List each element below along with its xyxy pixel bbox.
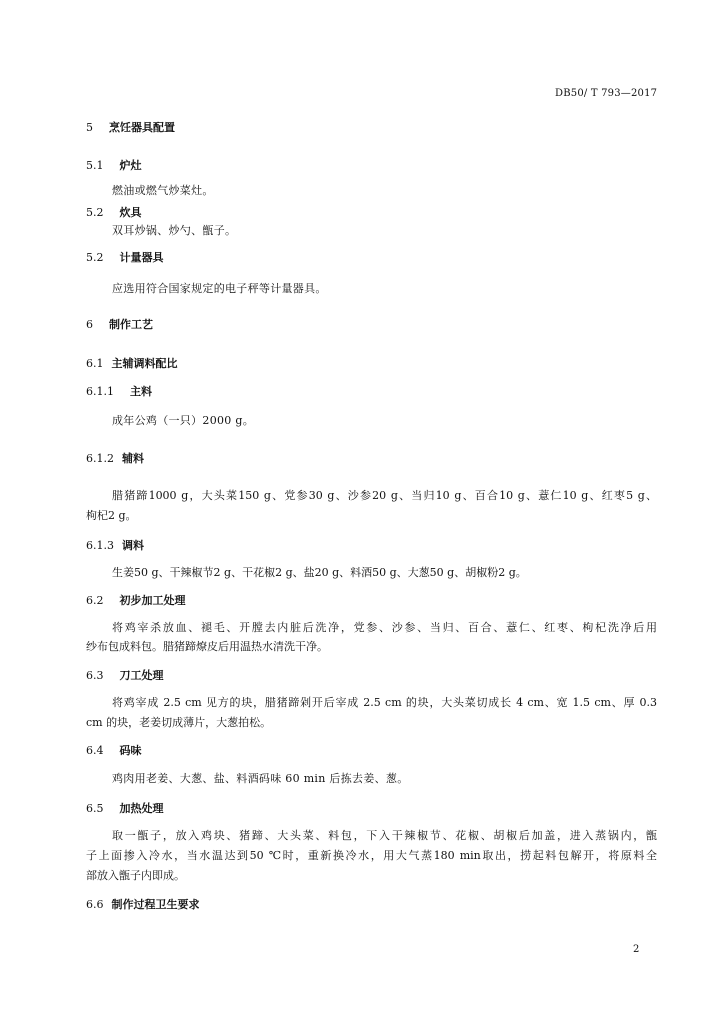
section-number: 6.3 xyxy=(86,669,104,682)
section-title: 码味 xyxy=(119,744,142,757)
section-title: 刀工处理 xyxy=(119,669,164,682)
section-title: 炊具 xyxy=(119,206,142,219)
section-5-1-text: 燃油或燃气炒菜灶。 xyxy=(112,184,214,197)
section-6-3-heading xyxy=(86,668,164,684)
section-6-5-text-line-2: 子上面掺入冷水，当水温达到50 ℃时，重新换冷水，用大气蒸180 min取出，捞起料包解开，将原料全 xyxy=(86,849,657,862)
section-number: 5 xyxy=(86,121,93,134)
section-title: 加热处理 xyxy=(119,802,164,815)
section-number: 6.2 xyxy=(86,594,104,607)
section-number: 5.2 xyxy=(86,206,104,219)
section-5-2-heading xyxy=(86,205,142,221)
section-5-2-text: 双耳炒锅、炒勺、甑子。 xyxy=(112,224,237,237)
section-5-1-heading xyxy=(86,158,142,174)
section-6-4-text: 鸡肉用老姜、大葱、盐、料酒码味 60 min 后拣去姜、葱。 xyxy=(112,772,409,785)
section-title: 制作工艺 xyxy=(109,318,153,331)
section-title: 烹饪器具配置 xyxy=(109,121,175,134)
section-6-1-3-heading xyxy=(86,538,144,554)
section-number: 6.1.2 xyxy=(86,452,114,465)
section-title: 主辅调料配比 xyxy=(111,357,178,370)
section-6-6-heading xyxy=(86,897,200,913)
section-6-3-text-line-2: cm 的块，老姜切成薄片，大葱拍松。 xyxy=(86,716,272,729)
section-5-2b-text: 应选用符合国家规定的电子秤等计量器具。 xyxy=(112,282,327,295)
section-6-1-2-heading xyxy=(86,451,144,467)
section-6-1-2-text-line-2: 枸杞2 g。 xyxy=(86,509,137,522)
section-6-1-1-heading xyxy=(86,384,152,400)
section-number: 6.6 xyxy=(86,898,104,911)
section-number: 6.5 xyxy=(86,802,104,815)
section-6-2-text-line-2: 纱布包成料包。腊猪蹄燎皮后用温热水清洗干净。 xyxy=(86,640,328,653)
section-6-heading xyxy=(86,317,153,333)
section-number: 5.2 xyxy=(86,251,104,264)
section-6-1-1-text: 成年公鸡（一只）2000 g。 xyxy=(112,414,255,427)
section-number: 6.1.1 xyxy=(86,385,114,398)
section-6-5-heading xyxy=(86,801,164,817)
section-title: 炉灶 xyxy=(119,159,142,172)
section-title: 计量器具 xyxy=(119,251,164,264)
section-6-1-heading xyxy=(86,356,178,372)
section-number: 6.1 xyxy=(86,357,104,370)
section-title: 初步加工处理 xyxy=(119,594,186,607)
section-6-2-text-line-1: 将鸡宰杀放血、褪毛、开膛去内脏后洗净，党参、沙参、当归、百合、薏仁、红枣、枸杞洗净后用 xyxy=(112,621,657,634)
section-title: 主料 xyxy=(130,385,152,398)
section-number: 5.1 xyxy=(86,159,104,172)
section-6-2-heading xyxy=(86,593,186,609)
section-title: 调料 xyxy=(122,539,144,552)
section-6-3-text-line-1: 将鸡宰成 2.5 cm 见方的块，腊猪蹄剁开后宰成 2.5 cm 的块，大头菜切成长 4 cm、宽 1.5 cm、厚 0.3 xyxy=(112,696,657,709)
section-number: 6 xyxy=(86,318,93,331)
page-number: 2 xyxy=(633,944,640,955)
section-6-5-text-line-3: 部放入甑子内即成。 xyxy=(86,869,185,882)
section-number: 6.4 xyxy=(86,744,104,757)
section-title: 辅料 xyxy=(122,452,144,465)
document-id-header: DB50/ T 793—2017 xyxy=(555,88,658,99)
section-6-5-text-line-1: 取一甑子，放入鸡块、猪蹄、大头菜、料包，下入干辣椒节、花椒、胡椒后加盖，进入蒸锅内，甑 xyxy=(112,829,657,842)
section-5-heading xyxy=(86,120,175,136)
section-title: 制作过程卫生要求 xyxy=(111,898,200,911)
section-6-4-heading xyxy=(86,743,142,759)
section-5-2b-heading xyxy=(86,250,164,266)
section-6-1-3-text: 生姜50 g、干辣椒节2 g、干花椒2 g、盐20 g、料酒50 g、大葱50 g、胡椒粉2 g。 xyxy=(112,566,527,579)
section-6-1-2-text-line-1: 腊猪蹄1000 g，大头菜150 g、党参30 g、沙参20 g、当归10 g、百合10 g、薏仁10 g、红枣5 g、 xyxy=(112,489,657,502)
section-number: 6.1.3 xyxy=(86,539,114,552)
